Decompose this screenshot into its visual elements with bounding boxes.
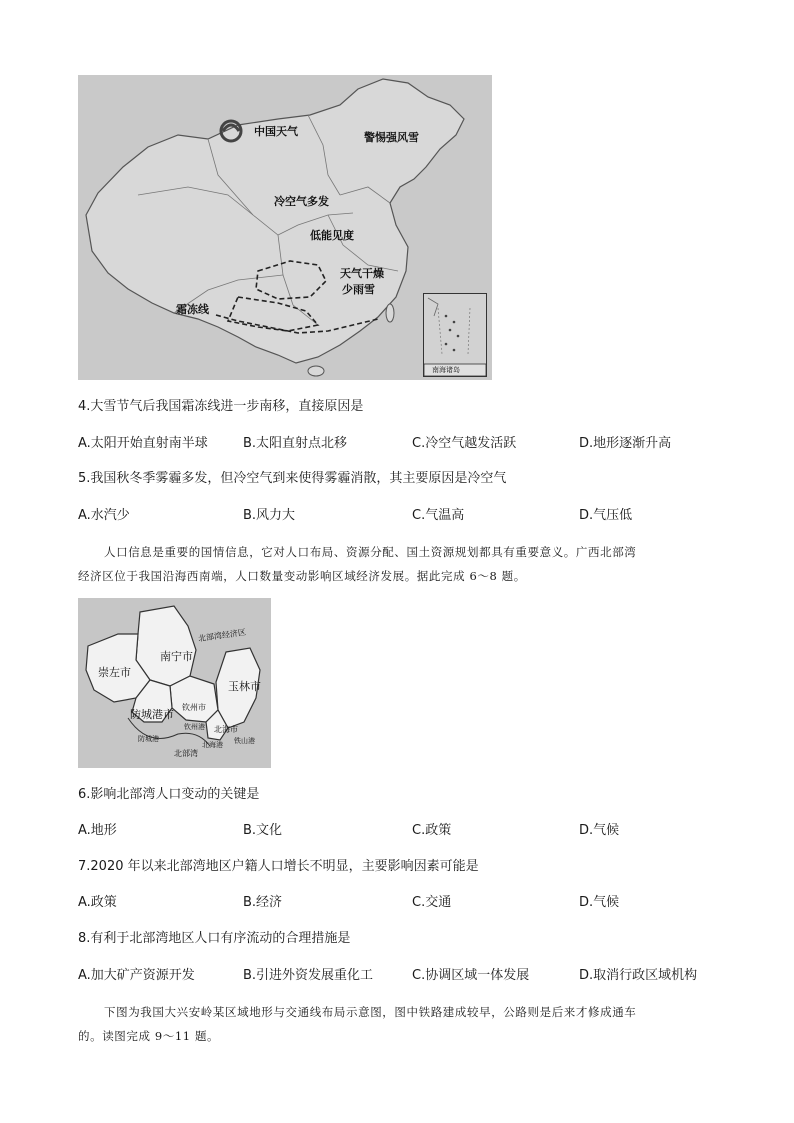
inset-label-south-sea: 南海诸岛: [432, 366, 460, 374]
map-label-blizzard: 警惕强风雪: [364, 131, 419, 144]
map2-tieshan-port: 铁山港: [234, 737, 255, 745]
question-7-option-c: C.交通: [412, 895, 452, 910]
map-label-low-visibility: 低能见度: [310, 229, 354, 242]
question-7-stem: 7.2020 年以来北部湾地区户籍人口增长不明显，主要影响因素可能是: [78, 859, 479, 874]
map-label-cold-air: 冷空气多发: [274, 195, 329, 208]
question-4-stem: 4.大雪节气后我国霜冻线进一步南移，直接原因是: [78, 399, 364, 414]
passage-2: [78, 1000, 718, 1048]
passage-2-line-1: 下图为我国大兴安岭某区域地形与交通线布局示意图，图中铁路建成较早，公路则是后来才修成通车: [104, 1005, 637, 1019]
question-6-option-a: A.地形: [78, 823, 117, 838]
question-8-option-d: D.取消行政区域机构: [579, 968, 698, 983]
question-4-option-b: B.太阳直射点北移: [243, 436, 348, 451]
question-5-option-c: C.气温高: [412, 508, 465, 523]
map2-beibu-gulf: 北部湾: [174, 749, 198, 758]
map2-qinzhou: 钦州市: [182, 703, 206, 712]
map2-title: 北部湾经济区: [197, 627, 247, 644]
question-7-option-d: D.气候: [579, 895, 620, 910]
question-5-stem: 5.我国秋冬季雾霾多发，但冷空气到来使得雾霾消散，其主要原因是冷空气: [78, 471, 507, 486]
map-label-frost-line: 霜冻线: [176, 303, 209, 316]
map2-fangchenggang-city: 防城港市: [130, 708, 174, 721]
question-8-stem: 8.有利于北部湾地区人口有序流动的合理措施是: [78, 931, 351, 946]
question-6-stem: 6.影响北部湾人口变动的关键是: [78, 787, 260, 802]
question-4-option-a: A.太阳开始直射南半球: [78, 436, 208, 451]
question-6-option-c: C.政策: [412, 823, 452, 838]
question-5-option-d: D.气压低: [579, 508, 633, 523]
question-8-option-b: B.引进外资发展重化工: [243, 968, 374, 983]
question-5-option-a: A.水汽少: [78, 508, 130, 523]
map2-chongzuo: 崇左市: [98, 666, 131, 679]
passage-1: [78, 540, 718, 588]
question-4-option-d: D.地形逐渐升高: [579, 436, 672, 451]
question-7-option-b: B.经济: [243, 895, 283, 910]
beibu-gulf-map: [78, 598, 271, 768]
passage-2-line-2: 的。读图完成 9～11 题。: [78, 1029, 220, 1043]
question-6-option-b: B.文化: [243, 823, 283, 838]
china-weather-map: [78, 75, 492, 380]
question-8-option-a: A.加大矿产资源开发: [78, 968, 195, 983]
map2-fangchenggang: 防城港: [138, 735, 159, 743]
passage-1-line-1: 人口信息是重要的国情信息，它对人口布局、资源分配、国土资源规划都具有重要意义。广西北部湾: [104, 545, 637, 559]
map-logo-text: 中国天气: [254, 125, 298, 138]
map2-beihai-city: 北海市: [214, 725, 238, 734]
south-sea-inset: [423, 293, 487, 377]
question-5-option-b: B.风力大: [243, 508, 296, 523]
question-8-option-c: C.协调区域一体发展: [412, 968, 530, 983]
map-label-dry-1: 天气干燥: [340, 267, 384, 280]
question-4-option-c: C.冷空气越发活跃: [412, 436, 517, 451]
question-7-option-a: A.政策: [78, 895, 117, 910]
map2-nanning: 南宁市: [160, 650, 193, 663]
question-6-option-d: D.气候: [579, 823, 620, 838]
map2-beihai-port: 北海港: [202, 741, 223, 749]
inset-islands: [424, 294, 486, 376]
map-label-dry-2: 少雨雪: [342, 283, 375, 296]
passage-1-line-2: 经济区位于我国沿海西南端，人口数量变动影响区域经济发展。据此完成 6～8 题。: [78, 569, 526, 583]
map2-qinzhou-port: 钦州港: [184, 723, 205, 731]
map2-yulin: 玉林市: [228, 680, 261, 693]
